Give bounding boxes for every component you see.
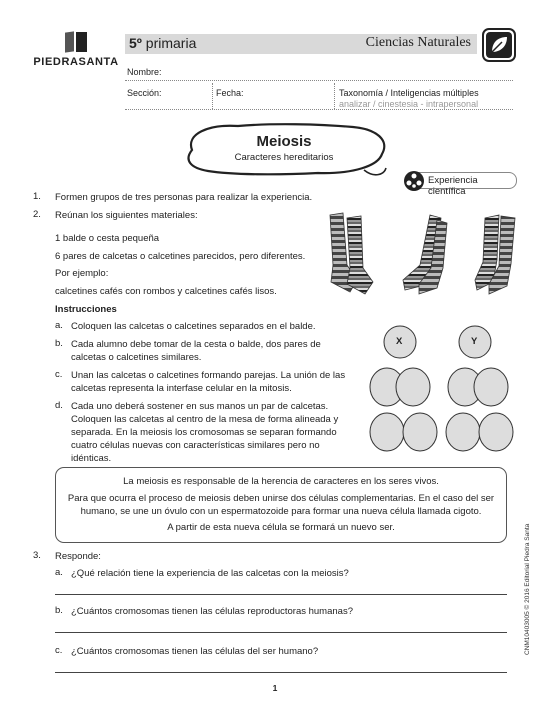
material-item: 1 balde o cesta pequeña [55,233,160,244]
molecule-icon [403,170,425,192]
instruction-text: cuatro células nuevas con características similares pero no [71,440,320,451]
step-text: Reúnan los siguientes materiales: [55,210,198,221]
info-line: humano, se une un óvulo con un espermatozoide para formar una nueva célula llamada cigoto. [80,506,482,517]
instruction-text: calcetas o calcetines similares. [71,352,202,363]
instruction-text: idénticas. [71,453,112,464]
name-line[interactable] [125,80,513,81]
answer-line-a[interactable] [55,594,507,595]
name-label: Nombre: [127,67,162,77]
step-text: Formen grupos de tres personas para realizar la experiencia. [55,192,313,203]
answer-line-b[interactable] [55,632,507,633]
copyright-text: CNM10403005 © 2016 Editorial Piedra Santa [524,523,531,655]
title-cloud [178,120,390,180]
step-number: 2. [33,209,41,220]
question-text: ¿Cuántos cromosomas tienen las células del ser humano? [71,646,319,657]
section-line [125,109,513,110]
sock-pair-1 [330,213,373,294]
instruction-text: Cada alumno debe tomar de la cesta o balde, dos pares de [71,339,321,350]
experience-tag [405,172,517,197]
leaf-icon [482,28,516,62]
step-number: 3. [33,550,41,561]
instructions-title: Instrucciones [55,304,117,315]
instruction-text: Cada uno deberá sostener en sus manos un par de calcetas. [71,401,329,412]
material-item: 6 pares de calcetas o calcetines parecidos, pero diferentes. [55,251,306,262]
divider [334,83,335,109]
page-title: Meiosis [256,133,312,150]
logo [32,32,120,68]
question-letter: b. [55,605,63,616]
grade-subject-bar [125,34,477,54]
taxonomy-sub: analizar / cinestesia - intrapersonal [339,99,479,109]
material-item: calcetines cafés con rombos y calcetines cafés lisos. [55,286,277,297]
instruction-text: Coloquen las calcetas o calcetines separados en el balde. [71,321,316,332]
divider [212,83,213,109]
instruction-text: Coloquen las calcetas al centro de la mesa de forma alineada y [71,414,339,425]
material-item: Por ejemplo: [55,268,109,279]
info-line: Para que ocurra el proceso de meiosis deben unirse dos células complementarias. En el caso del ser [67,493,495,504]
y-chromosome-label: Y [471,336,478,347]
meiosis-diagram [365,320,525,455]
sock-pair-2 [403,215,447,294]
respond-label: Responde: [55,551,101,562]
book-icon [63,32,89,52]
instruction-text: Unan las calcetas o calcetines formando parejas. La unión de las [71,370,346,381]
question-text: ¿Qué relación tiene la experiencia de las calcetas con la meiosis? [71,568,349,579]
page-subtitle: Caracteres hereditarios [234,152,334,163]
socks-illustration [325,210,525,305]
answer-line-c[interactable] [55,672,507,673]
info-line: La meiosis es responsable de la herencia de caracteres en los seres vivos. [123,476,439,487]
step-number: 1. [33,191,41,202]
subject-title: Ciencias Naturales [365,35,471,50]
experience-label: Experiencia científica [428,175,478,197]
instruction-letter: d. [55,400,63,411]
instruction-letter: a. [55,320,63,331]
info-line: A partir de esta nueva célula se formará un nuevo ser. [167,522,395,533]
instruction-letter: b. [55,338,63,349]
taxonomy-label: Taxonomía / Inteligencias múltiples [339,88,479,98]
instruction-letter: c. [55,369,63,380]
question-letter: a. [55,567,63,578]
instruction-text: calcetas representa la interfase celular en la mitosis. [71,383,292,394]
question-letter: c. [55,645,63,656]
date-label: Fecha: [216,88,244,98]
logo-text: PIEDRASANTA [33,56,119,68]
question-text: ¿Cuántos cromosomas tienen las células reproductoras humanas? [71,606,353,617]
page-number: 1 [272,683,278,693]
x-chromosome-label: X [396,336,403,347]
section-label: Sección: [127,88,162,98]
grade-label: 5º primaria [129,35,197,51]
sock-pair-3 [475,215,515,294]
instruction-text: separada. En la meiosis los cromosomas se separan formando [71,427,337,438]
